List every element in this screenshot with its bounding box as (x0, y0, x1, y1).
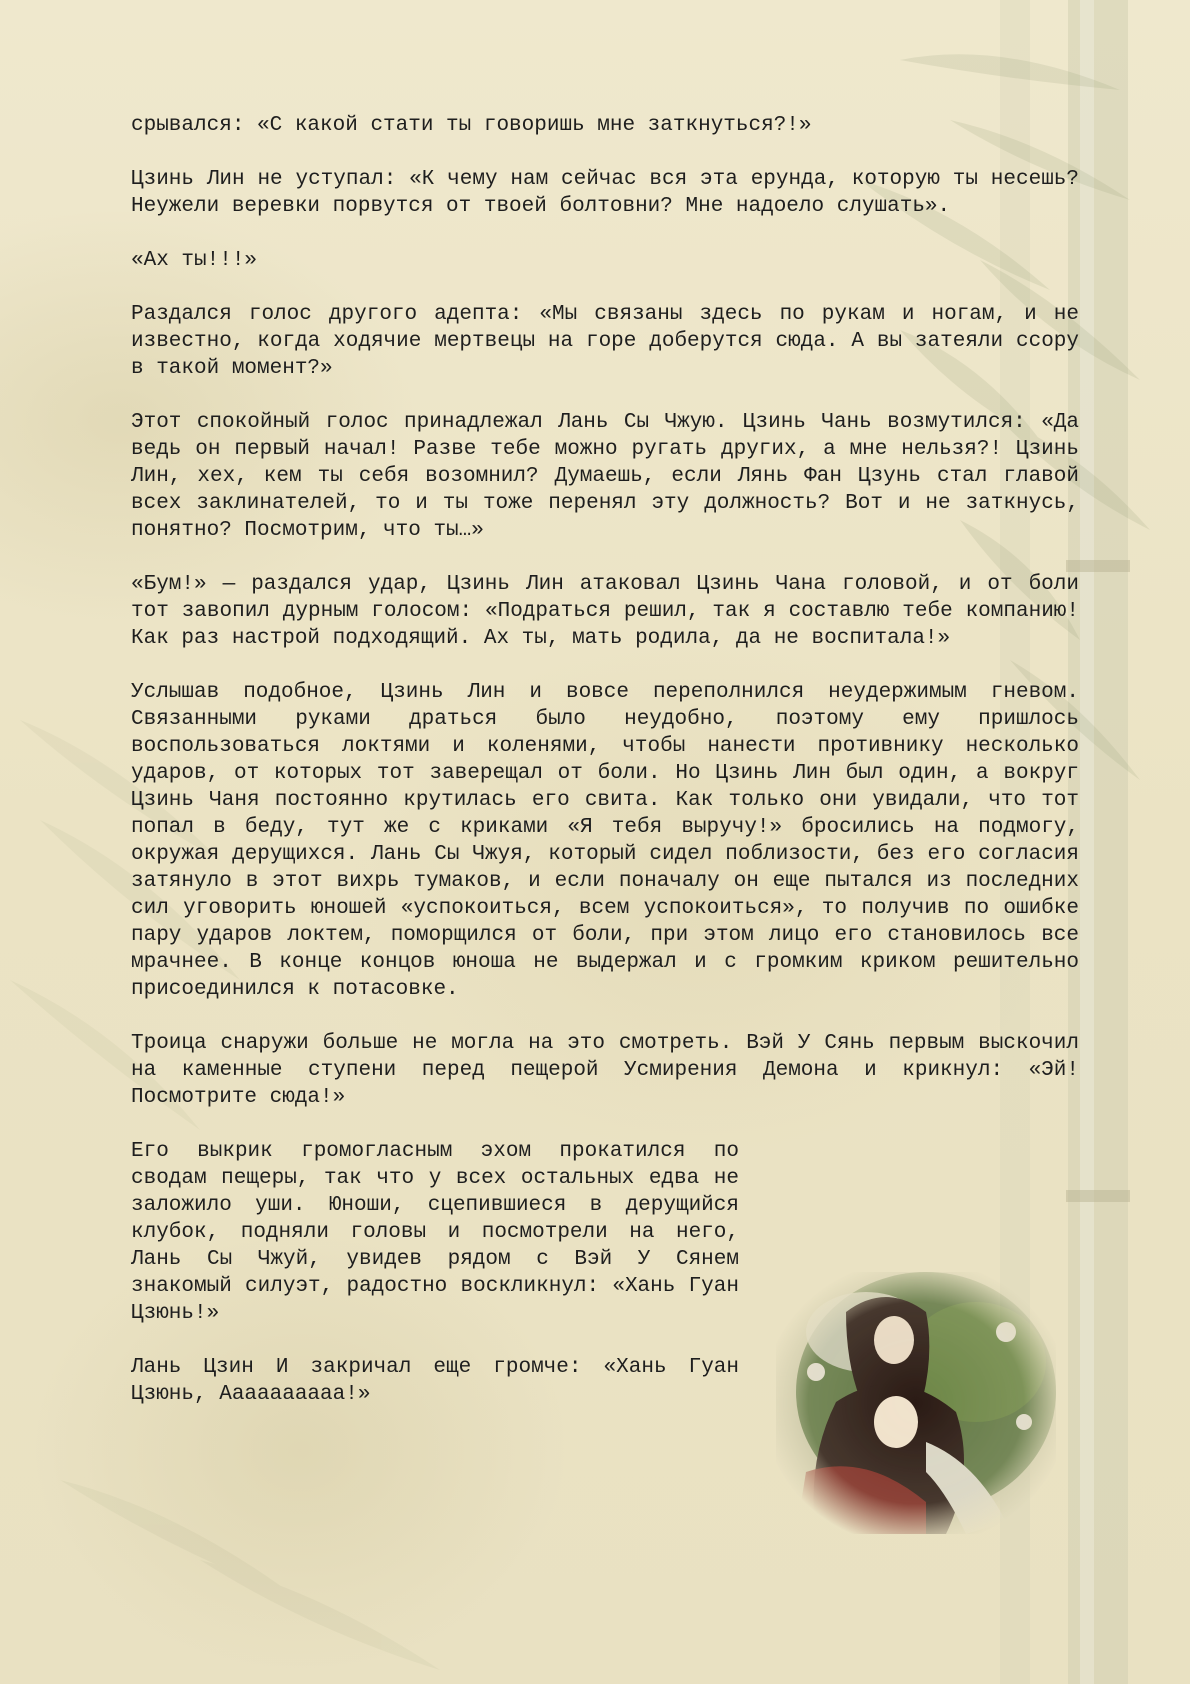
paragraph: Лань Цзин И закричал еще громче: «Хань Гуан Цзюнь, Аааааааааа!» (131, 1356, 739, 1406)
paragraph: Троица снаружи больше не могла на это смотреть. Вэй У Сянь первым выскочил на каменные ступени перед пещерой Усмирения Демона и крикнул: «Эй! Посмотрите сюда!» (131, 1032, 1079, 1109)
paragraph: Раздался голос другого адепта: «Мы связаны здесь по рукам и ногам, и не известно, когда ходячие мертвецы на горе доберутся сюда. А вы затеяли ссору в такой момент?» (131, 303, 1079, 380)
paragraph: срывался: «С какой стати ты говоришь мне заткнуться?!» (131, 114, 812, 137)
paragraph: Его выкрик громогласным эхом прокатился по сводам пещеры, так что у всех остальных едва не заложило уши. Юноши, сцепившиеся в дерущийся клубок, подняли головы и посмотрели на него, Лань Сы Чжуй, увидев рядом с Вэй У Сянем знакомый силуэт, радостно воскликнул: «Хань Гуан Цзюнь!» (131, 1140, 739, 1325)
paragraph: Цзинь Лин не уступал: «К чему нам сейчас вся эта ерунда, которую ты несешь? Неужели веревки порвутся от твоей болтовни? Мне надоело слушать». (131, 168, 1079, 218)
paragraph: Этот спокойный голос принадлежал Лань Сы Чжую. Цзинь Чань возмутился: «Да ведь он первый начал! Разве тебе можно ругать других, а мне нельзя?! Цзинь Лин, хех, кем ты себя возомнил? Думаешь, если Лянь Фан Цзунь стал главой всех заклинателей, то и ты тоже перенял эту должность? Вот и не заткнусь, понятно? Посмотрим, что ты…» (131, 411, 1079, 542)
paragraph: «Ах ты!!!» (131, 249, 258, 272)
story-text (131, 112, 1079, 1435)
paragraph: «Бум!» — раздался удар, Цзинь Лин атаковал Цзинь Чана головой, и от боли тот завопил дурным голосом: «Подраться решил, так я составлю тебе компанию! Как раз настрой подходящий. Ах ты, мать родила, да не воспитала!» (131, 573, 1079, 650)
paragraph: Услышав подобное, Цзинь Лин и вовсе переполнился неудержимым гневом. Связанными руками драться было неудобно, поэтому ему пришлось воспользоваться локтями и коленями, чтобы нанести противнику несколько ударов, от которых тот заверещал от боли. Но Цзинь Лин был один, а вокруг Цзинь Чаня постоянно крутилась его свита. Как только они увидали, что тот попал в беду, тут же с криками «Я тебя выручу!» бросились на подмогу, окружая дерущихся. Лань Сы Чжуя, который сидел поблизости, без его согласия затянуло в этот вихрь тумаков, и если поначалу он еще пытался из последних сил уговорить юношей «успокоиться, всем успокоиться», то получив по ошибке пару ударов локтем, поморщился от боли, при этом лицо его становилось все мрачнее. В конце концов юноша не выдержал и с громким криком решительно присоединился к потасовке. (131, 681, 1079, 1001)
illustration-two-figures-icon (776, 1272, 1056, 1534)
